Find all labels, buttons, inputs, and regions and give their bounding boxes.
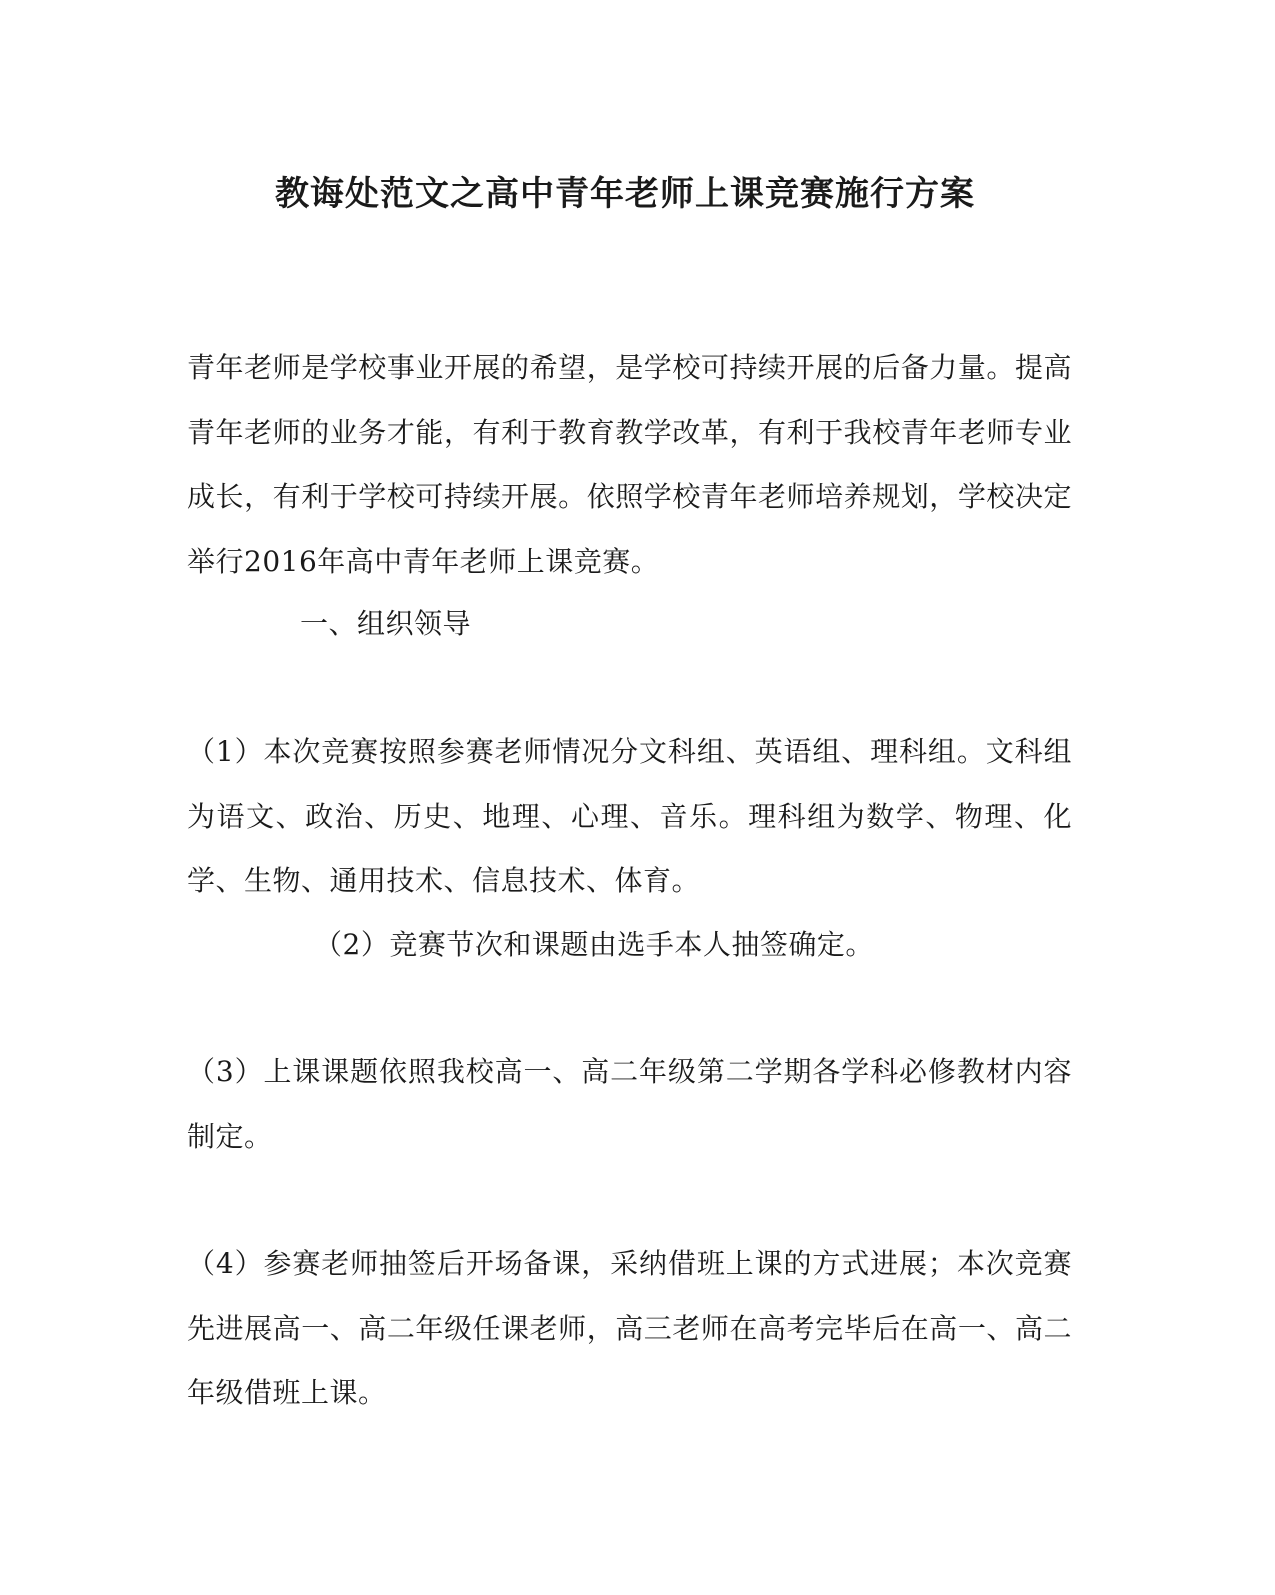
document-title: 教诲处范文之高中青年老师上课竞赛施行方案 — [275, 174, 975, 214]
section-heading-organization: 一、组织领导 — [300, 607, 472, 640]
intro-paragraph: 青年老师是学校事业开展的希望，是学校可持续开展的后备力量。提高青年老师的业务才能，有利于教育教学改革，有利于我校青年老师专业成长，有利于学校可持续开展。依照学校青年老师培养规划，学校决定举行2016年高中青年老师上课竞赛。 — [187, 351, 1072, 578]
list-item-4: （4）参赛老师抽签后开场备课，采纳借班上课的方式进展；本次竞赛先进展高一、高二年级任课老师，高三老师在高考完毕后在高一、高二年级借班上课。 — [187, 1247, 1072, 1409]
list-item-1: （1）本次竞赛按照参赛老师情况分文科组、英语组、理科组。文科组为语文、政治、历史、地理、心理、音乐。理科组为数学、物理、化学、生物、通用技术、信息技术、体育。 — [187, 735, 1072, 897]
list-item-3: （3）上课课题依照我校高一、高二年级第二学期各学科必修教材内容制定。 — [187, 1055, 1072, 1153]
list-item-2: （2）竞赛节次和课题由选手本人抽签确定。 — [314, 928, 874, 961]
